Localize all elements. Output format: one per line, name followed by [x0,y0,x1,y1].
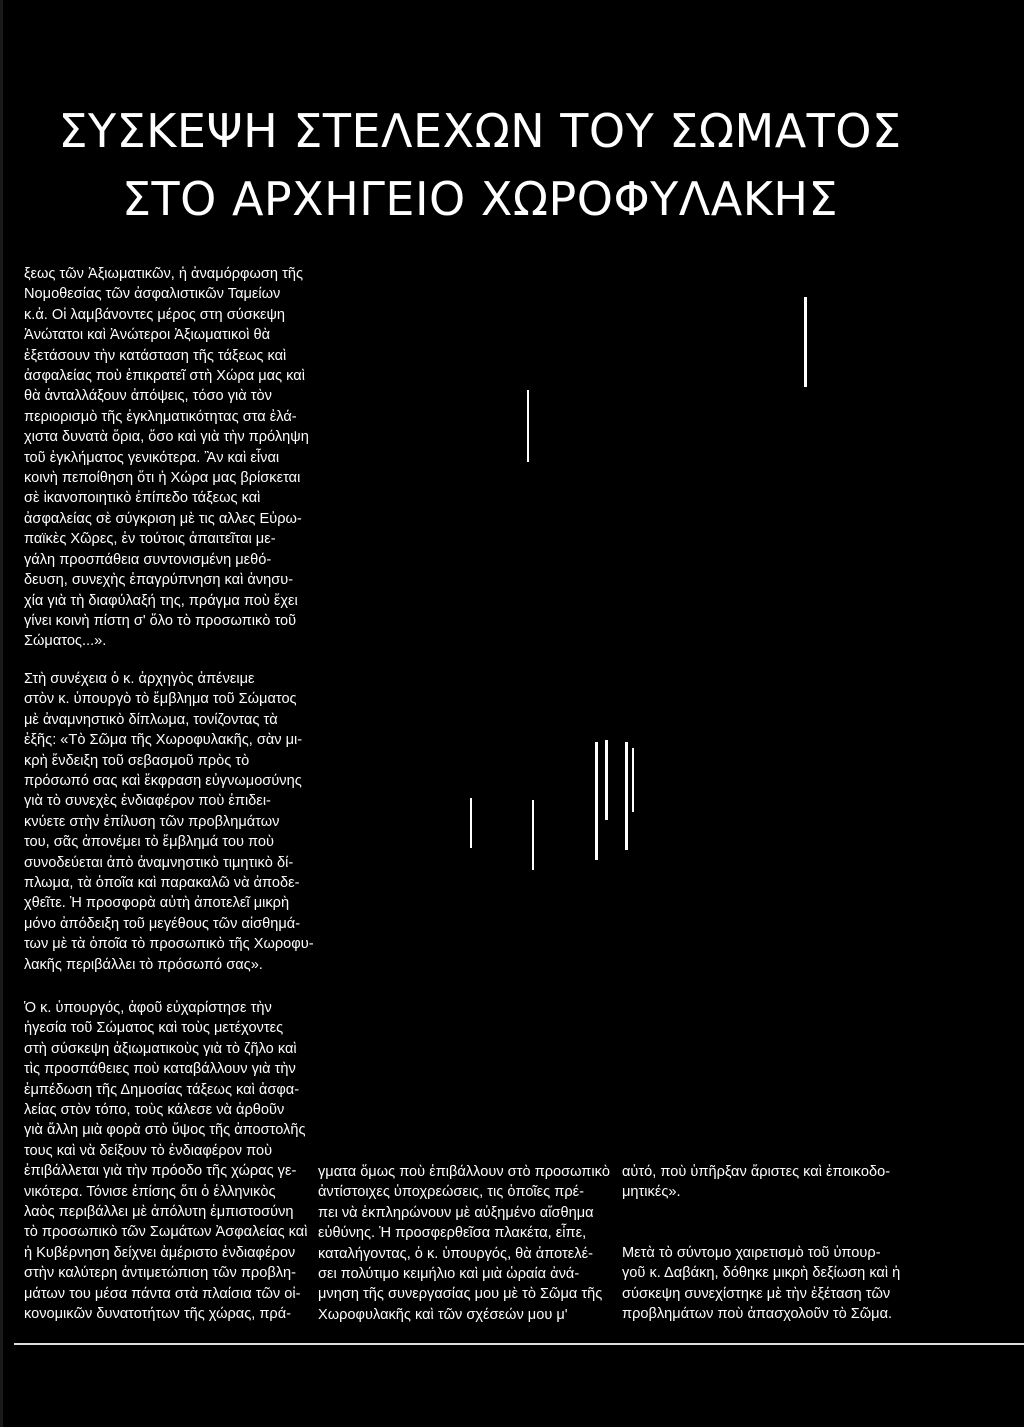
text-line: Νομοθεσίας τῶν ἀσφαλιστικῶν Ταμείων [24,286,281,303]
text-line: κρὴ ἔνδειξη τοῦ σεβασμοῦ πρὸς τὸ [24,752,250,769]
text-line: λακῆς περιβάλλει τὸ πρόσωπό σας». [24,956,263,973]
text-line: στὸν κ. ὑπουργὸ τὸ ἔμβλημα τοῦ Σώματος [24,691,297,708]
text-line: σὲ ἱκανοποιητικὸ ἐπίπεδο τάξεως καὶ [24,490,261,507]
text-line: προβλημάτων ποὺ ἀπασχολοῦν τὸ Σῶμα. [622,1306,893,1323]
scan-artifact-line [470,798,472,848]
article-column-1-block-3 [24,998,324,1325]
article-column-3-block-2 [622,1243,912,1325]
text-line: μόνο ἀπόδειξη τοῦ μεγέθους τῶν αἰσθημά- [24,915,301,932]
text-line: νικότερα. Τόνισε ἐπίσης ὅτι ὁ ἑλληνικὸς [24,1183,276,1200]
scan-artifact-line [532,800,534,870]
scan-artifact-line [632,748,634,812]
text-line: ἀσφαλείας σὲ σύγκριση μὲ τις αλλες Εὐρω- [24,510,302,527]
text-line: ξεως τῶν Ἀξιωματικῶν, ἡ ἀναμόρφωση τῆς [24,266,304,282]
text-line: στὴν καλύτερη ἀντιμετώπιση τῶν προβλη- [24,1265,297,1282]
text-line: μάτων του μέσα πάντα στὰ πλαίσια τῶν οἰ- [24,1285,301,1302]
text-line: Ἀνώτατοι καὶ Ἀνώτεροι Ἀξιωματικοὶ θὰ [24,327,271,344]
text-line: σει πολύτιμο κειμήλιο καὶ μιὰ ὡραία ἀνά- [318,1266,580,1283]
text-line: σύσκεψη συνεχίστηκε μὲ τὴν ἐξέταση τῶν [622,1285,891,1302]
text-line: τὶς προσπάθειες ποὺ καταβάλλουν γιὰ τὴν [24,1061,296,1078]
text-line: καταλήγοντας, ὁ κ. ὑπουργός, θὰ ἀποτελέ- [318,1245,593,1262]
page-bottom-rule [14,1343,1024,1345]
text-line: κ.ἀ. Οἱ λαμβάνοντες μέρος στη σύσκεψη [24,306,286,323]
text-line: κοινὴ πεποίθηση ὅτι ἡ Χώρα μας βρίσκεται [24,470,301,487]
text-line: τὸ προσωπικὸ τῶν Σωμάτων Ἀσφαλείας καὶ [24,1224,308,1241]
text-line: του, σᾶς ἀπονέμει τὸ ἔμβλημά του ποὺ [24,834,274,851]
headline-line-2: ΣΤΟ ΑΡΧΗΓΕΙΟ ΧΩΡΟΦΥΛΑΚΗΣ [121,172,839,226]
text-line: ἑξῆς: «Τὸ Σῶμα τῆς Χωροφυλακῆς, σὰν μι- [24,732,303,749]
text-line: μὲ ἀναμνηστικὸ δίπλωμα, τονίζοντας τὰ [24,711,278,728]
scan-artifact-line [605,740,608,820]
text-line: γίνει κοινὴ πίστη σ' ὅλο τὸ προσωπικὸ τοῦ [24,612,297,629]
text-line: Μετὰ τὸ σύντομο χαιρετισμὸ τοῦ ὑπουρ- [622,1245,881,1261]
text-line: τοῦ ἐγκλήματος γενικότερα. Ἂν καὶ εἶναι [24,449,280,466]
article-column-3-block-1 [622,1162,912,1203]
text-line: χία γιὰ τὴ διαφύλαξή της, πράγμα ποὺ ἔχει [24,592,298,609]
scan-artifact-line [804,297,807,387]
scan-artifact-line [595,742,598,860]
text-line: ἐπιβάλλεται γιὰ τὴν πρόοδο τῆς χώρας γε- [24,1163,297,1180]
scan-artifact-line [527,390,529,462]
text-line: μητικές». [622,1184,681,1201]
text-line: γιὰ ἄλλη μιὰ φορὰ στὸ ὕψος τῆς ἀποστολῆς [24,1122,306,1139]
article-column-1-block-1 [24,264,324,652]
text-line: λαὸς περιβάλλει μὲ ἀπόλυτη ἐμπιστοσύνη [24,1204,294,1221]
text-line: πρόσωπό σας καὶ ἔκφραση εὐγνωμοσύνης [24,773,302,790]
text-line: περιορισμὸ τῆς ἐγκληματικότητας στα ἐλά- [24,408,297,425]
scan-artifact-line [625,742,628,850]
text-line: ἐμπέδωση τῆς Δημοσίας τάξεως καὶ ἀσφα- [24,1081,300,1098]
text-line: ἡ Κυβέρνηση δείχνει ἀμέριστο ἐνδιαφέρον [24,1244,296,1261]
text-line: αὐτό, ποὺ ὑπῆρξαν ἄριστες καὶ ἐποικοδο- [622,1164,891,1180]
text-line: ἀσφαλείας ποὺ ἐπικρατεῖ στὴ Χώρα μας καὶ [24,368,305,385]
text-line: μνηση τῆς συνεργασίας μου μὲ τὸ Σῶμα τῆς [318,1286,603,1303]
text-line: ἀντίστοιχες ὑποχρεώσεις, τις ὁποῖες πρέ- [318,1184,585,1201]
text-line: θὰ ἀνταλλάξουν ἀπόψεις, τόσο γιὰ τὸν [24,388,272,405]
text-line: κονομικῶν δυνατοτήτων τῆς χώρας, πρά- [24,1306,292,1323]
text-line: γάλη προσπάθεια συντονισμένη μεθό- [24,551,272,568]
text-line: λείας στὸν τόπο, τοὺς κάλεσε νὰ ἀρθοῦν [24,1102,285,1119]
text-line: ἡγεσία τοῦ Σώματος καὶ τοὺς μετέχοντες [24,1020,284,1037]
text-line: χθεῖτε. Ἡ προσφορὰ αὐτὴ ἀποτελεῖ μικρὴ [24,895,290,912]
text-line: Ὁ κ. ὑπουργός, ἀφοῦ εὐχαρίστησε τὴν [24,1000,272,1016]
text-line: γιὰ τὸ συνεχὲς ἐνδιαφέρον ποὺ ἐπιδει- [24,793,271,810]
text-line: συνοδεύεται ἀπὸ ἀναμνηστικὸ τιμητικὸ δί- [24,854,294,871]
text-line: στὴ σύσκεψη ἀξιωματικοὺς γιὰ τὸ ζῆλο καὶ [24,1040,297,1057]
text-line: τους καὶ νὰ δείξουν τὸ ἐνδιαφέρον ποὺ [24,1142,273,1159]
text-line: πλωμα, τὰ ὁποῖα καὶ παρακαλῶ νὰ ἀποδε- [24,875,300,892]
text-line: Σώματος...». [24,633,107,650]
headline-line-1: ΣΥΣΚΕΨΗ ΣΤΕΛΕΧΩΝ ΤΟΥ ΣΩΜΑΤΟΣ [58,104,902,158]
text-line: Χωροφυλακῆς καὶ τῶν σχέσεών μου μ' [318,1306,568,1323]
text-line: δευση, συνεχὴς ἐπαγρύπνηση καὶ ἀνησυ- [24,572,294,589]
article-column-1-block-2 [24,669,324,975]
text-line: των μὲ τὰ ὁποῖα τὸ προσωπικὸ τῆς Χωροφυ- [24,936,314,953]
text-line: γματα ὅμως ποὺ ἐπιβάλλουν στὸ προσωπικὸ [318,1164,610,1180]
text-line: χιστα δυνατὰ ὅρια, ὅσο καὶ γιὰ τὴν πρόληψη [24,429,309,446]
article-column-2 [318,1162,610,1325]
text-line: Στὴ συνέχεια ὁ κ. ἀρχηγὸς ἀπένειμε [24,671,255,687]
text-line: κνύετε στὴν ἐπίλυση τῶν προβλημάτων [24,813,280,830]
text-line: ἐξετάσουν τὴν κατάσταση τῆς τάξεως καὶ [24,347,287,364]
text-line: παϊκὲς Χῶρες, ἐν τούτοις ἀπαιτεῖται με- [24,531,276,548]
text-line: εὐθύνης. Ἡ προσφερθεῖσα πλακέτα, εἶπε, [318,1225,587,1242]
text-line: γοῦ κ. Δαβάκη, δόθηκε μικρὴ δεξίωση καὶ ἡ [622,1265,901,1282]
text-line: πει νὰ ἐκπληρώνουν μὲ αὐξημένο αἴσθημα [318,1204,594,1221]
